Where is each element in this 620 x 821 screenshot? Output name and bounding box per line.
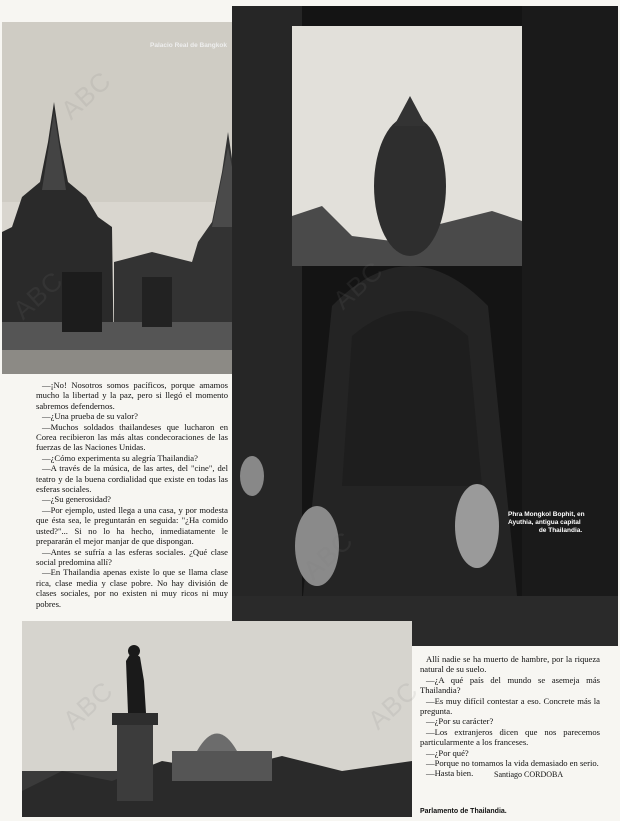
paragraph: —Es muy difícil contestar a eso. Concrete más la pregunta. [420, 695, 600, 717]
interview-column-right [420, 654, 600, 776]
paragraph: —¿Cómo experimenta su alegría Thailandia? [42, 452, 198, 463]
paragraph: —¡No! Nosotros somos pacíficos, porque amamos mucho la libertad y la paz, pero si llegó el momento sabremos defendernos. [36, 380, 228, 411]
paragraph: Allí nadie se ha muerto de hambre, por la riqueza natural de su suelo. [420, 654, 600, 675]
paragraph: —¿Por su carácter? [426, 716, 494, 727]
buddha-caption-line-1: Phra Mongkol Bophit, en [508, 511, 585, 518]
paragraph: —¿Por qué? [426, 747, 469, 758]
paragraph: —Muchos soldados thailandeses que lucharon en Corea recibieron las más altas condecoraciones de las fuerzas de las Naciones Unidas. [36, 421, 228, 453]
parliament-photo [22, 621, 412, 817]
paragraph: —Los extranjeros dicen que nos parecemos particularmente a los franceses. [420, 726, 600, 748]
paragraph: —¿Una prueba de su valor? [42, 411, 138, 422]
paragraph: —¿A qué país del mundo se asemeja más Thailandia? [420, 674, 600, 696]
paragraph: —Por ejemplo, usted llega a una casa, y por modesta que ésta sea, le preguntarán en seguida: "¿Ha comido usted?"... Si no lo ha hecho, inmediatamente le prepararán el mejor manjar de que dispongan. [36, 504, 228, 547]
paragraph: —Porque no tomamos la vida demasiado en serio. [426, 758, 599, 769]
paragraph: —¿Su generosidad? [42, 494, 111, 505]
palace-photo [2, 22, 264, 374]
palace-caption: Palacio Real de Bangkok [150, 42, 227, 49]
paragraph: —A través de la música, de las artes, del "cine", del teatro y de la buena cordialidad que existe en todas las esferas sociales. [36, 463, 228, 495]
interview-column-left [36, 380, 228, 612]
paragraph: —En Thailandia apenas existe lo que se llama clase rica, clase media y clase pobre. No hay división de clases sociales, por no existen ni muy ricos ni muy pobres. [36, 567, 228, 609]
author-signature: Santiago CORDOBA [494, 770, 564, 779]
buddha-caption [508, 511, 613, 535]
paragraph: —Antes se sufría a las esferas sociales. ¿Qué clase social predomina allí? [36, 546, 228, 567]
buddha-photo [232, 6, 618, 646]
parliament-caption: Parlamento de Thailandia. [420, 808, 507, 815]
buddha-caption-line-3: de Thailandia. [538, 527, 583, 534]
buddha-caption-line-2: Ayuthia, antigua capital [508, 519, 581, 526]
paragraph: —Hasta bien. [426, 768, 474, 776]
